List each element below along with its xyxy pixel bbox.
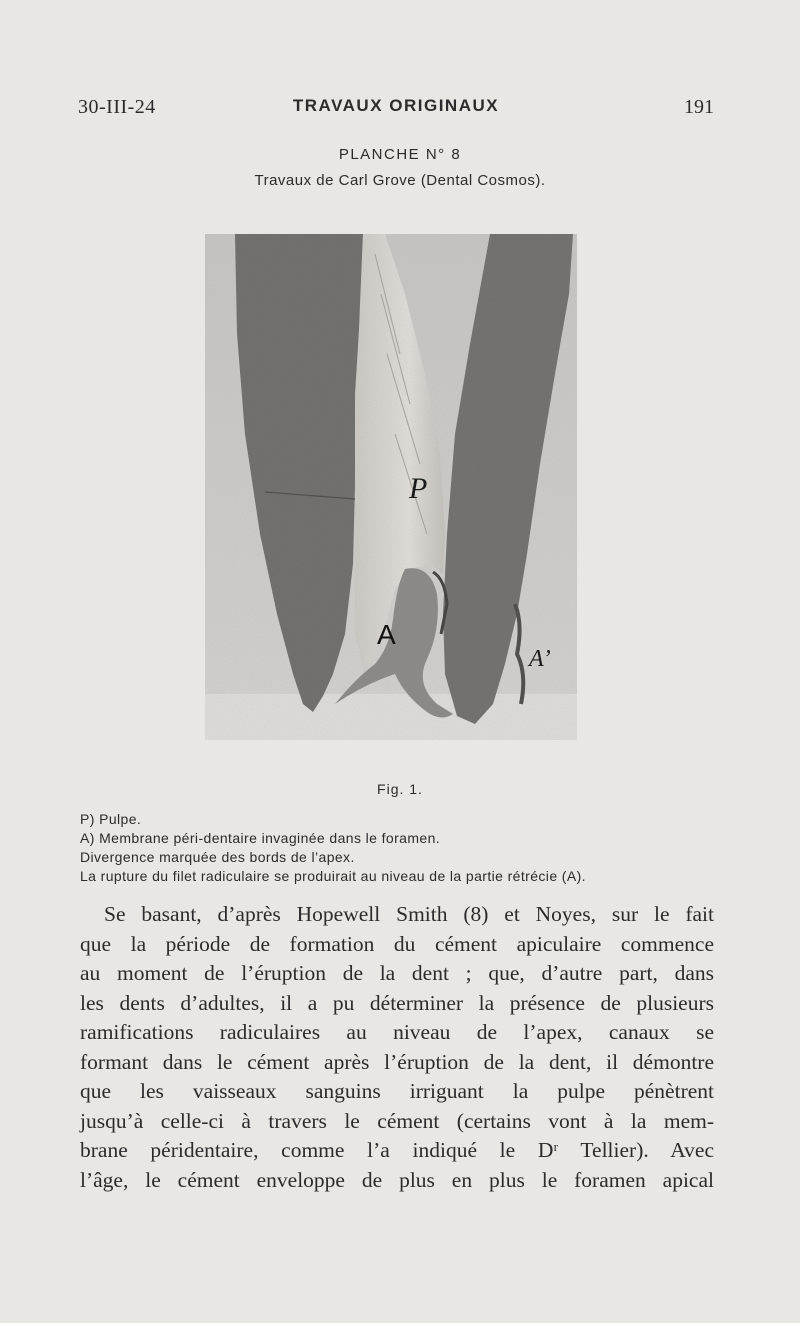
legend-line: La rupture du filet radiculaire se produirait au niveau de la partie rétrécie (A). [80,868,586,884]
text-line: brane péridentaire, comme l’a indiqué le Dʳ Tellier). Avec [80,1138,714,1162]
text-line: Se basant, d’après Hopewell Smith (8) et Noyes, sur le fait [104,902,714,926]
micrograph-image [205,234,577,740]
issue-date: 30-III-24 [78,96,156,118]
text-line: que les vaisseaux sanguins irriguant la pulpe pénètrent [80,1079,714,1103]
page-number: 191 [684,96,714,118]
body-paragraph [80,900,714,1195]
legend-line: A) Membrane péri-dentaire invaginée dans le foramen. [80,830,441,846]
plate-source: Travaux de Carl Grove (Dental Cosmos). [254,172,546,189]
section-title: TRAVAUX ORIGINAUX [292,96,500,115]
figure-caption: Fig. 1. [377,781,423,797]
text-line: que la période de formation du cément apiculaire commence [80,931,714,956]
plate-title: PLANCHE N° 8 [338,146,462,163]
text-line: les dents d’adultes, il a pu déterminer la présence de plusieurs [80,990,714,1015]
legend-line: P) Pulpe. [80,811,142,827]
text-line: au moment de l’éruption de la dent ; que, d’autre part, dans [80,961,714,985]
text-line: jusqu’à celle-ci à travers le cément (certains vont à la mem- [80,1108,714,1133]
label-a-prime: A’ [529,646,551,672]
text-line: l’âge, le cément enveloppe de plus en plus le foramen apical [80,1167,714,1192]
text-line: formant dans le cément après l’éruption de la dent, il démontre [80,1049,714,1074]
figure-legend [80,810,740,886]
label-a: A [377,619,396,650]
running-head [78,96,714,128]
label-p: P [409,472,428,505]
legend-line: Divergence marquée des bords de l’apex. [80,849,355,865]
text-line: ramifications radiculaires au niveau de l’apex, canaux se [80,1020,714,1044]
micrograph-figure [205,234,577,740]
